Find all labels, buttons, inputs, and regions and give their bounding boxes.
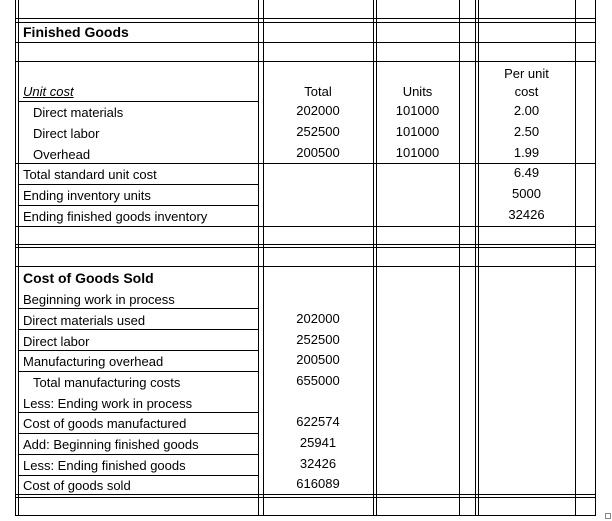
fg-row-per-unit: 5000 [512, 186, 541, 201]
grid-line [459, 0, 460, 516]
fg-row-total: 252500 [296, 124, 340, 139]
cogs-row-label: Manufacturing overhead [23, 354, 164, 369]
fg-row-label: Overhead [33, 147, 91, 162]
row-line [18, 433, 258, 434]
fg-row-per-unit: 6.49 [513, 165, 540, 180]
grid-line [15, 515, 596, 516]
row-line [18, 475, 258, 476]
per-unit-cost-header: cost [514, 84, 539, 99]
units-header: Units [402, 84, 433, 99]
grid-line [15, 61, 596, 62]
cogs-row-label: Less: Ending work in process [23, 396, 193, 411]
grid-line [376, 0, 377, 516]
grid-line [15, 163, 596, 164]
cogs-row-label: Beginning work in process [23, 292, 175, 307]
cogs-row-total: 616089 [296, 476, 340, 491]
cogs-row-label: Cost of goods sold [23, 478, 131, 493]
row-line [18, 184, 258, 185]
fg-row-units: 101000 [395, 145, 440, 160]
fg-row-units: 101000 [395, 124, 440, 139]
row-line [18, 350, 258, 351]
grid-line [15, 494, 596, 495]
per-unit-header: Per unit [504, 66, 549, 81]
fg-row-total: 202000 [296, 103, 340, 118]
row-line [18, 308, 258, 309]
fg-row-per-unit: 1.99 [513, 145, 540, 160]
cogs-row-label: Cost of goods manufactured [23, 416, 187, 431]
grid-line [373, 0, 374, 516]
finished-goods-title: Finished Goods [23, 24, 129, 40]
cogs-row-label: Less: Ending finished goods [23, 458, 186, 473]
fg-row-total: 200500 [296, 145, 340, 160]
grid-line [15, 497, 596, 498]
fg-row-label: Direct materials [33, 105, 124, 120]
fg-row-label: Direct labor [33, 126, 100, 141]
grid-line [15, 226, 596, 227]
row-line [18, 101, 258, 102]
grid-line [15, 22, 596, 23]
cogs-row-total: 32426 [299, 456, 337, 471]
unit-cost-header: Unit cost [23, 84, 74, 99]
total-header: Total [304, 84, 332, 99]
grid-line [18, 0, 19, 516]
grid-line [15, 266, 596, 267]
cogs-row-total: 252500 [296, 332, 340, 347]
cogs-row-label: Direct materials used [23, 313, 146, 328]
fg-row-per-unit: 32426 [508, 207, 545, 222]
grid-line [258, 0, 259, 516]
grid-line [15, 0, 16, 516]
cogs-title: Cost of Goods Sold [23, 270, 154, 286]
cogs-row-total: 202000 [296, 311, 340, 326]
grid-line [15, 42, 596, 43]
fg-row-label: Ending finished goods inventory [23, 209, 208, 224]
grid-line [475, 0, 476, 516]
grid-line [15, 18, 596, 19]
fg-row-per-unit: 2.00 [513, 103, 540, 118]
grid-line [15, 244, 596, 245]
row-line [18, 371, 258, 372]
cogs-row-total: 622574 [296, 414, 340, 429]
fg-row-units: 101000 [395, 103, 440, 118]
fg-row-per-unit: 2.50 [513, 124, 540, 139]
row-line [18, 454, 258, 455]
cogs-row-label: Total manufacturing costs [33, 375, 181, 390]
cogs-row-total: 200500 [296, 352, 340, 367]
cogs-row-label: Direct labor [23, 334, 90, 349]
grid-line [595, 0, 596, 516]
cogs-row-label: Add: Beginning finished goods [23, 437, 199, 452]
cogs-row-total: 25941 [299, 435, 337, 450]
resize-handle[interactable] [605, 513, 611, 519]
row-line [18, 205, 258, 206]
fg-row-label: Total standard unit cost [23, 167, 157, 182]
grid-line [15, 247, 596, 248]
cogs-row-total: 655000 [296, 373, 340, 388]
row-line [18, 329, 258, 330]
fg-row-label: Ending inventory units [23, 188, 151, 203]
grid-line [575, 0, 576, 516]
row-line [18, 412, 258, 413]
